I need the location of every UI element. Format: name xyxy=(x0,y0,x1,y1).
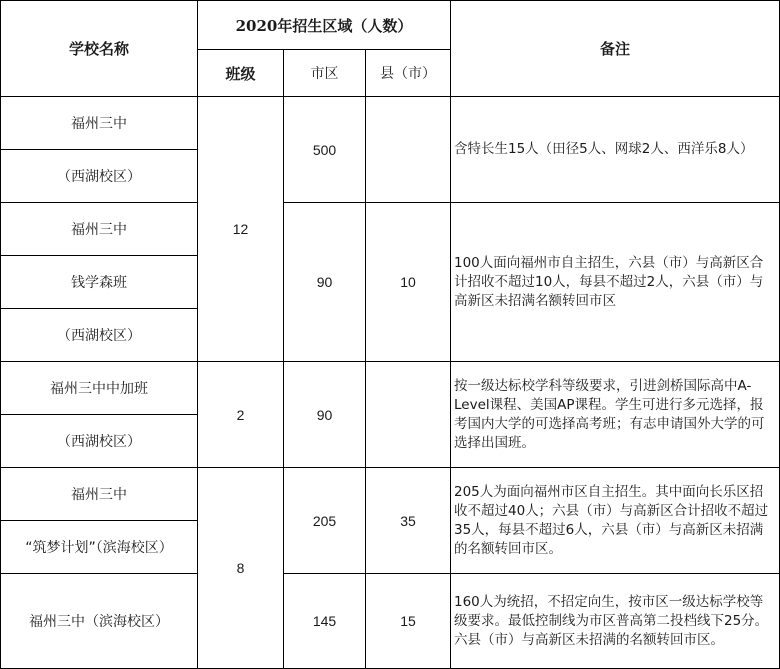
county-count-cell: 35 xyxy=(366,468,451,574)
remark-cell: 含特长生15人（田径5人、网球2人、西洋乐8人） xyxy=(451,97,780,203)
school-campus-cell: （西湖校区） xyxy=(1,415,198,468)
county-count-cell xyxy=(366,362,451,468)
school-name-cell: 福州三中 xyxy=(1,468,198,521)
school-name-cell: 福州三中中加班 xyxy=(1,362,198,415)
county-count-cell xyxy=(366,97,451,203)
header-county: 县（市） xyxy=(366,50,451,97)
school-campus-cell: （西湖校区） xyxy=(1,150,198,203)
school-campus-cell: （西湖校区） xyxy=(1,309,198,362)
remark-cell: 100人面向福州市自主招生，六县（市）与高新区合计招收不超过10人，每县不超过2人，六县（市）与高新区未招满名额转回市区 xyxy=(451,203,780,362)
school-class-name-cell: 钱学森班 xyxy=(1,256,198,309)
city-count-cell: 145 xyxy=(284,574,366,669)
school-name-cell: 福州三中（滨海校区） xyxy=(1,574,198,669)
city-count-cell: 500 xyxy=(284,97,366,203)
header-remarks: 备注 xyxy=(451,1,780,97)
class-count-cell: 12 xyxy=(198,97,284,362)
school-name-cell: 福州三中 xyxy=(1,203,198,256)
header-school-name: 学校名称 xyxy=(1,1,198,97)
header-region-group: 2020年招生区域（人数） xyxy=(198,1,451,50)
city-count-cell: 205 xyxy=(284,468,366,574)
city-count-cell: 90 xyxy=(284,362,366,468)
county-count-cell: 15 xyxy=(366,574,451,669)
remark-cell: 160人为统招，不招定向生，按市区一级达标学校等级要求。最低控制线为市区普高第二投档线下25分。六县（市）与高新区未招满的名额转回市区。 xyxy=(451,574,780,669)
city-count-cell: 90 xyxy=(284,203,366,362)
school-program-cell: “筑梦计划”（滨海校区） xyxy=(1,521,198,574)
header-city: 市区 xyxy=(284,50,366,97)
remark-cell: 205人为面向福州市区自主招生。其中面向长乐区招收不超过40人；六县（市）与高新区合计招收不超过35人，每县不超过6人，六县（市）与高新区未招满的名额转回市区。 xyxy=(451,468,780,574)
class-count-cell: 2 xyxy=(198,362,284,468)
class-count-cell: 8 xyxy=(198,468,284,669)
county-count-cell: 10 xyxy=(366,203,451,362)
remark-cell: 按一级达标校学科等级要求，引进剑桥国际高中A- Level课程、美国AP课程。学生可进行多元选择，报考国内大学的可选择高考班；有志申请国外大学的可选择出国班。 xyxy=(451,362,780,468)
header-class-count: 班级 xyxy=(198,50,284,97)
school-name-cell: 福州三中 xyxy=(1,97,198,150)
